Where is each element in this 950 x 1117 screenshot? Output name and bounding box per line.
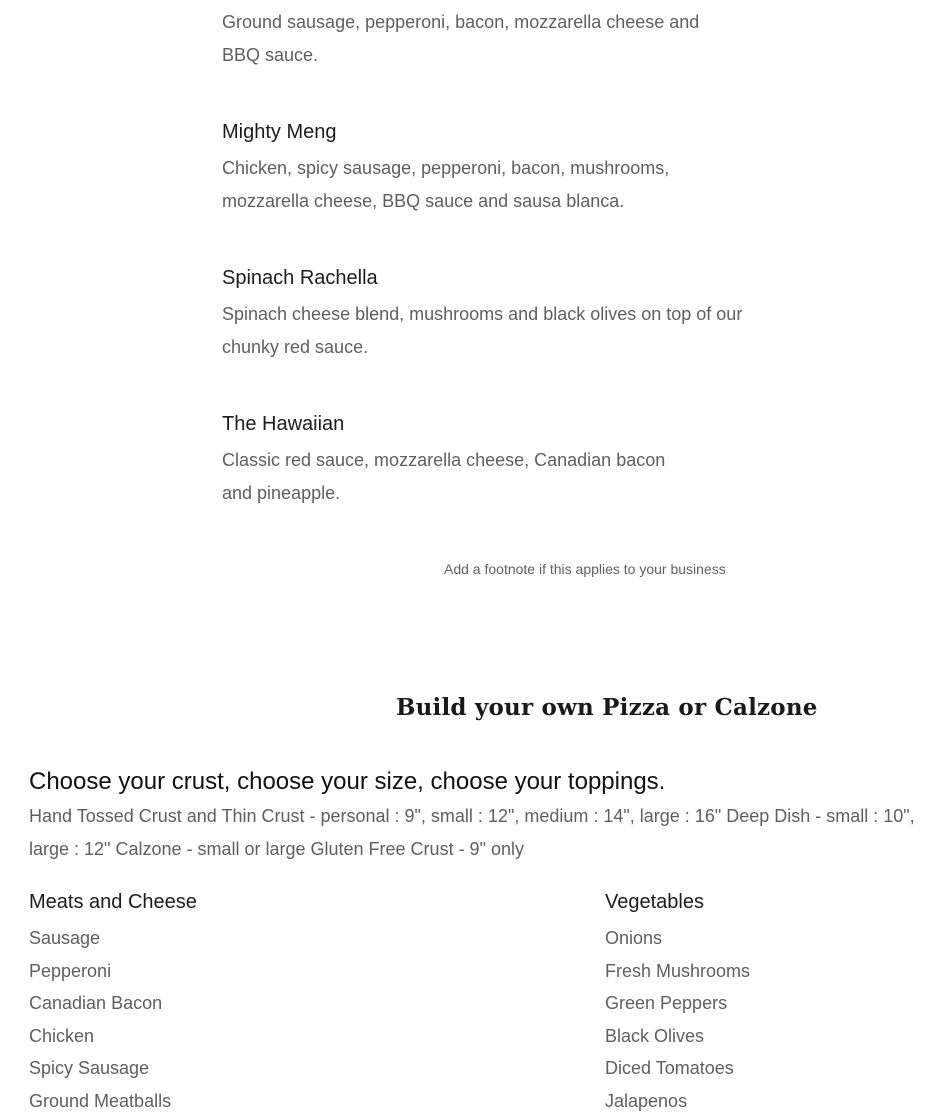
topping-item: Ground Meatballs	[29, 1085, 429, 1117]
topping-item: Onions	[605, 922, 950, 955]
description-line: mozzarella cheese, BBQ sauce and sausa blanca.	[222, 191, 624, 211]
topping-item: Sausage	[29, 922, 429, 955]
menu-item-spinach-rachella	[222, 264, 782, 363]
build-your-own-intro	[29, 766, 929, 865]
topping-item: Canadian Bacon	[29, 987, 429, 1020]
crust-size-options	[29, 800, 929, 865]
vegetables-column-title: Vegetables	[605, 886, 950, 918]
topping-item: Green Peppers	[605, 987, 950, 1020]
topping-item: Pepperoni	[29, 955, 429, 988]
build-headline: Choose your crust, choose your size, choose your toppings.	[29, 766, 929, 798]
description-line: BBQ sauce.	[222, 45, 318, 65]
menu-item-title: The Hawaiian	[222, 410, 782, 438]
build-your-own-heading: Build your own Pizza or Calzone	[396, 692, 818, 724]
topping-item: Jalapenos	[605, 1085, 950, 1117]
description-line: Classic red sauce, mozzarella cheese, Canadian bacon	[222, 450, 665, 470]
vegetables-column	[605, 886, 950, 1117]
menu-item-title: Spinach Rachella	[222, 264, 782, 292]
menu-item-description	[222, 152, 782, 217]
sizes-line: large : 12" Calzone - small or large Gluten Free Crust - 9" only	[29, 839, 524, 859]
menu-item-description	[222, 444, 782, 509]
menu-item-description	[222, 6, 782, 71]
topping-item: Spicy Sausage	[29, 1052, 429, 1085]
meats-and-cheese-column	[29, 886, 429, 1117]
menu-item-bbq-pizza	[222, 6, 782, 71]
sizes-line: Hand Tossed Crust and Thin Crust - personal : 9", small : 12", medium : 14", large : 16" Deep Dish - small : 10",	[29, 806, 915, 826]
topping-item: Fresh Mushrooms	[605, 955, 950, 988]
description-line: Chicken, spicy sausage, pepperoni, bacon, mushrooms,	[222, 158, 669, 178]
meats-column-title: Meats and Cheese	[29, 886, 429, 918]
topping-item: Diced Tomatoes	[605, 1052, 950, 1085]
menu-item-the-hawaiian	[222, 410, 782, 509]
description-line: Spinach cheese blend, mushrooms and black olives on top of our	[222, 304, 742, 324]
topping-item: Black Olives	[605, 1020, 950, 1053]
description-line: Ground sausage, pepperoni, bacon, mozzarella cheese and	[222, 12, 699, 32]
menu-item-title: Mighty Meng	[222, 118, 782, 146]
meats-list	[29, 922, 429, 1117]
description-line: chunky red sauce.	[222, 337, 368, 357]
topping-item: Chicken	[29, 1020, 429, 1053]
description-line: and pineapple.	[222, 483, 340, 503]
vegetables-list	[605, 922, 950, 1117]
menu-item-mighty-meng	[222, 118, 782, 217]
menu-footnote: Add a footnote if this applies to your business	[444, 560, 726, 578]
menu-item-description	[222, 298, 782, 363]
